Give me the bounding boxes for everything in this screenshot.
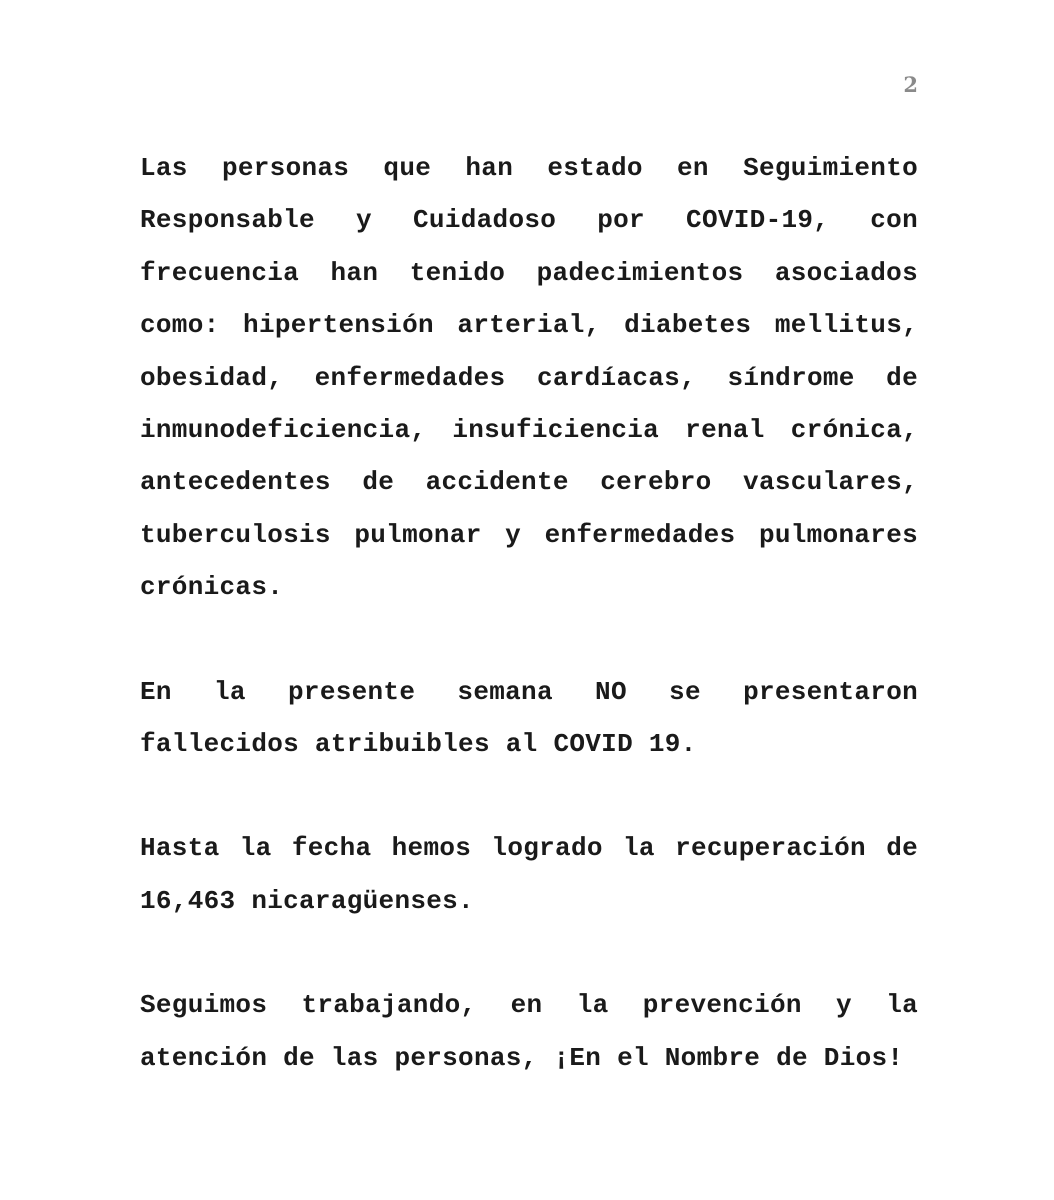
paragraph-closing: Seguimos trabajando, en la prevención y la atención de las personas, ¡En el Nombre de Dios! [140,990,918,1073]
paragraph-recoveries: Hasta la fecha hemos logrado la recuperación de 16,463 nicaragüenses. [140,833,918,916]
paragraph-comorbidities: Las personas que han estado en Seguimiento Responsable y Cuidadoso por COVID-19, con frecuencia han tenido padecimientos asociados como: hipertensión arterial, diabetes mellitus, obesidad, enfermedades cardíacas, síndrome de inmunodeficiencia, insuficiencia renal crónica, antecedentes de accidente cerebro vasculares, tuberculosis pulmonar y enfermedades pulmonares crónicas. [140,153,918,603]
page-number: 2 [903,72,918,97]
document-body [140,142,918,1084]
paragraph-deaths: En la presente semana NO se presentaron fallecidos atribuibles al COVID 19. [140,676,918,760]
